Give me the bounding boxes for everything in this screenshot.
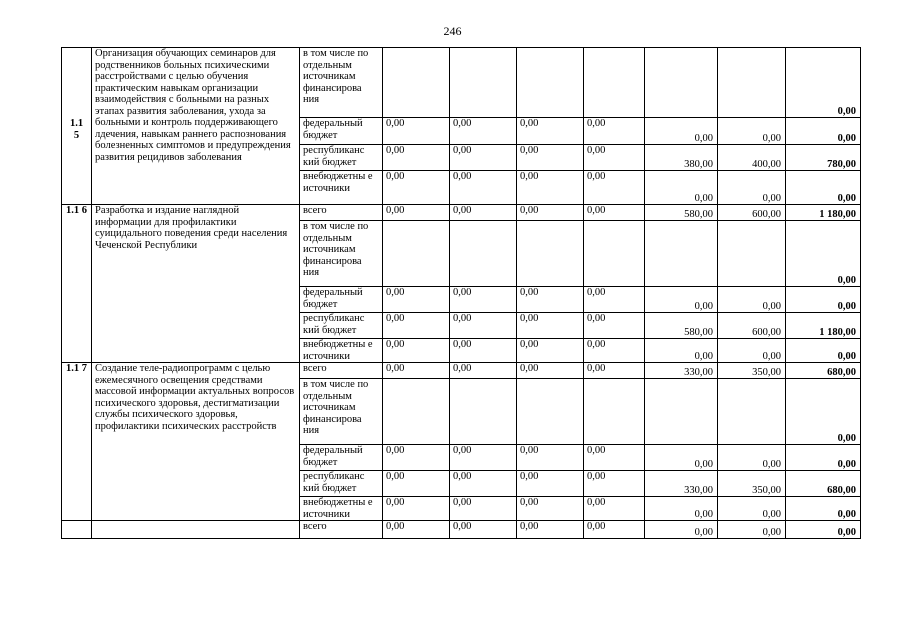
amount-cell (450, 379, 517, 445)
amount-cell: 0,00 (718, 287, 786, 313)
amount-cell: 380,00 (645, 145, 718, 171)
total-cell: 1 180,00 (786, 205, 861, 221)
amount-cell: 0,00 (450, 313, 517, 339)
amount-cell: 0,00 (584, 145, 645, 171)
amount-cell: 0,00 (450, 497, 517, 521)
amount-cell (517, 221, 584, 287)
amount-cell (450, 221, 517, 287)
funding-source: республиканс кий бюджет (300, 145, 383, 171)
amount-cell: 580,00 (645, 205, 718, 221)
amount-cell (718, 379, 786, 445)
amount-cell: 0,00 (718, 445, 786, 471)
amount-cell: 0,00 (584, 339, 645, 363)
amount-cell: 0,00 (450, 145, 517, 171)
item-number (62, 521, 92, 539)
table-row (62, 48, 861, 118)
total-cell: 0,00 (786, 379, 861, 445)
funding-source: республиканс кий бюджет (300, 471, 383, 497)
amount-cell (645, 48, 718, 118)
amount-cell: 0,00 (584, 171, 645, 205)
amount-cell: 0,00 (584, 445, 645, 471)
funding-source: федеральный бюджет (300, 118, 383, 145)
amount-cell: 0,00 (383, 287, 450, 313)
amount-cell (517, 48, 584, 118)
amount-cell: 0,00 (450, 521, 517, 539)
funding-source: всего (300, 521, 383, 539)
total-cell: 1 180,00 (786, 313, 861, 339)
amount-cell: 0,00 (584, 118, 645, 145)
amount-cell: 580,00 (645, 313, 718, 339)
amount-cell: 0,00 (383, 339, 450, 363)
amount-cell: 0,00 (383, 521, 450, 539)
amount-cell: 400,00 (718, 145, 786, 171)
total-cell: 0,00 (786, 521, 861, 539)
amount-cell (517, 379, 584, 445)
amount-cell: 0,00 (718, 497, 786, 521)
total-cell: 0,00 (786, 339, 861, 363)
amount-cell: 0,00 (718, 339, 786, 363)
amount-cell: 0,00 (517, 445, 584, 471)
amount-cell: 350,00 (718, 471, 786, 497)
amount-cell (383, 221, 450, 287)
amount-cell: 330,00 (645, 471, 718, 497)
amount-cell: 0,00 (517, 471, 584, 497)
amount-cell (718, 221, 786, 287)
budget-table (61, 47, 861, 539)
funding-source: внебюджетны е источники (300, 339, 383, 363)
amount-cell: 0,00 (517, 313, 584, 339)
funding-source: в том числе по отдельным источникам финансирова ния (300, 379, 383, 445)
item-name: Организация обучающих семинаров для родственников больных психическими расстройствами с целью обучения практическим навыкам организации взаимодействия с больными на разных этапах развития заболевания, ухода за больными и контроль поддерживающего лдечения, навыкам раннего распознования болезненных симптомов и предупреждения развития рецидивов заболевания (92, 48, 300, 205)
amount-cell (718, 48, 786, 118)
item-number-part: 5 (73, 129, 80, 141)
amount-cell: 0,00 (383, 497, 450, 521)
amount-cell: 0,00 (450, 363, 517, 379)
funding-source: всего (300, 363, 383, 379)
amount-cell: 330,00 (645, 363, 718, 379)
funding-source: республиканс кий бюджет (300, 313, 383, 339)
amount-cell: 0,00 (383, 445, 450, 471)
amount-cell: 0,00 (645, 339, 718, 363)
amount-cell: 0,00 (718, 118, 786, 145)
funding-source: в том числе по отдельным источникам финансирова ния (300, 48, 383, 118)
item-name: Создание теле-радиопрограмм с целью ежемесячного освещения средствами массовой информации актуальных вопросов психического здоровья, дестигматизации службы психического здоровья, профилактики психических расстройств (92, 363, 300, 521)
amount-cell: 0,00 (383, 313, 450, 339)
amount-cell: 600,00 (718, 313, 786, 339)
amount-cell: 0,00 (645, 171, 718, 205)
amount-cell: 0,00 (645, 287, 718, 313)
item-number: 1.1 6 (62, 205, 92, 363)
amount-cell: 0,00 (450, 205, 517, 221)
amount-cell: 0,00 (383, 145, 450, 171)
amount-cell: 0,00 (584, 363, 645, 379)
amount-cell (450, 48, 517, 118)
amount-cell (584, 379, 645, 445)
amount-cell: 0,00 (584, 205, 645, 221)
item-number (62, 48, 92, 205)
total-cell: 0,00 (786, 48, 861, 118)
funding-source: федеральный бюджет (300, 445, 383, 471)
amount-cell: 0,00 (517, 145, 584, 171)
amount-cell: 0,00 (450, 445, 517, 471)
amount-cell: 0,00 (584, 313, 645, 339)
item-number-part: 1.1 (69, 118, 84, 129)
total-cell: 0,00 (786, 171, 861, 205)
amount-cell (645, 379, 718, 445)
amount-cell: 0,00 (584, 287, 645, 313)
amount-cell: 0,00 (450, 471, 517, 497)
item-name (92, 521, 300, 539)
amount-cell: 0,00 (383, 118, 450, 145)
amount-cell: 0,00 (517, 339, 584, 363)
amount-cell (645, 221, 718, 287)
amount-cell: 350,00 (718, 363, 786, 379)
funding-source: федеральный бюджет (300, 287, 383, 313)
amount-cell: 0,00 (450, 339, 517, 363)
amount-cell (584, 48, 645, 118)
amount-cell: 0,00 (584, 471, 645, 497)
total-cell: 680,00 (786, 471, 861, 497)
table-row (62, 205, 861, 221)
total-cell: 0,00 (786, 445, 861, 471)
amount-cell: 0,00 (718, 171, 786, 205)
amount-cell: 0,00 (517, 521, 584, 539)
amount-cell: 0,00 (517, 287, 584, 313)
amount-cell: 0,00 (450, 118, 517, 145)
funding-source: внебюджетны е источники (300, 497, 383, 521)
total-cell: 0,00 (786, 118, 861, 145)
amount-cell: 0,00 (383, 205, 450, 221)
total-cell: 0,00 (786, 287, 861, 313)
amount-cell: 0,00 (517, 363, 584, 379)
amount-cell: 0,00 (383, 471, 450, 497)
item-name: Разработка и издание наглядной информации для профилактики суицидального поведения среди населения Чеченской Республики (92, 205, 300, 363)
funding-source: внебюджетны е источники (300, 171, 383, 205)
amount-cell: 0,00 (450, 287, 517, 313)
table-row (62, 363, 861, 379)
amount-cell: 0,00 (383, 363, 450, 379)
amount-cell (383, 379, 450, 445)
amount-cell: 0,00 (718, 521, 786, 539)
table-row (62, 521, 861, 539)
total-cell: 780,00 (786, 145, 861, 171)
funding-source: всего (300, 205, 383, 221)
amount-cell: 0,00 (383, 171, 450, 205)
amount-cell: 0,00 (450, 171, 517, 205)
amount-cell (584, 221, 645, 287)
total-cell: 680,00 (786, 363, 861, 379)
item-number: 1.1 7 (62, 363, 92, 521)
amount-cell: 0,00 (584, 497, 645, 521)
amount-cell: 0,00 (517, 171, 584, 205)
amount-cell: 0,00 (645, 118, 718, 145)
amount-cell: 0,00 (517, 118, 584, 145)
amount-cell: 0,00 (645, 445, 718, 471)
amount-cell: 0,00 (517, 497, 584, 521)
amount-cell: 0,00 (584, 521, 645, 539)
amount-cell: 600,00 (718, 205, 786, 221)
total-cell: 0,00 (786, 497, 861, 521)
amount-cell: 0,00 (645, 521, 718, 539)
funding-source: в том числе по отдельным источникам финансирова ния (300, 221, 383, 287)
amount-cell: 0,00 (645, 497, 718, 521)
total-cell: 0,00 (786, 221, 861, 287)
amount-cell: 0,00 (517, 205, 584, 221)
amount-cell (383, 48, 450, 118)
page-number: 246 (443, 24, 462, 38)
